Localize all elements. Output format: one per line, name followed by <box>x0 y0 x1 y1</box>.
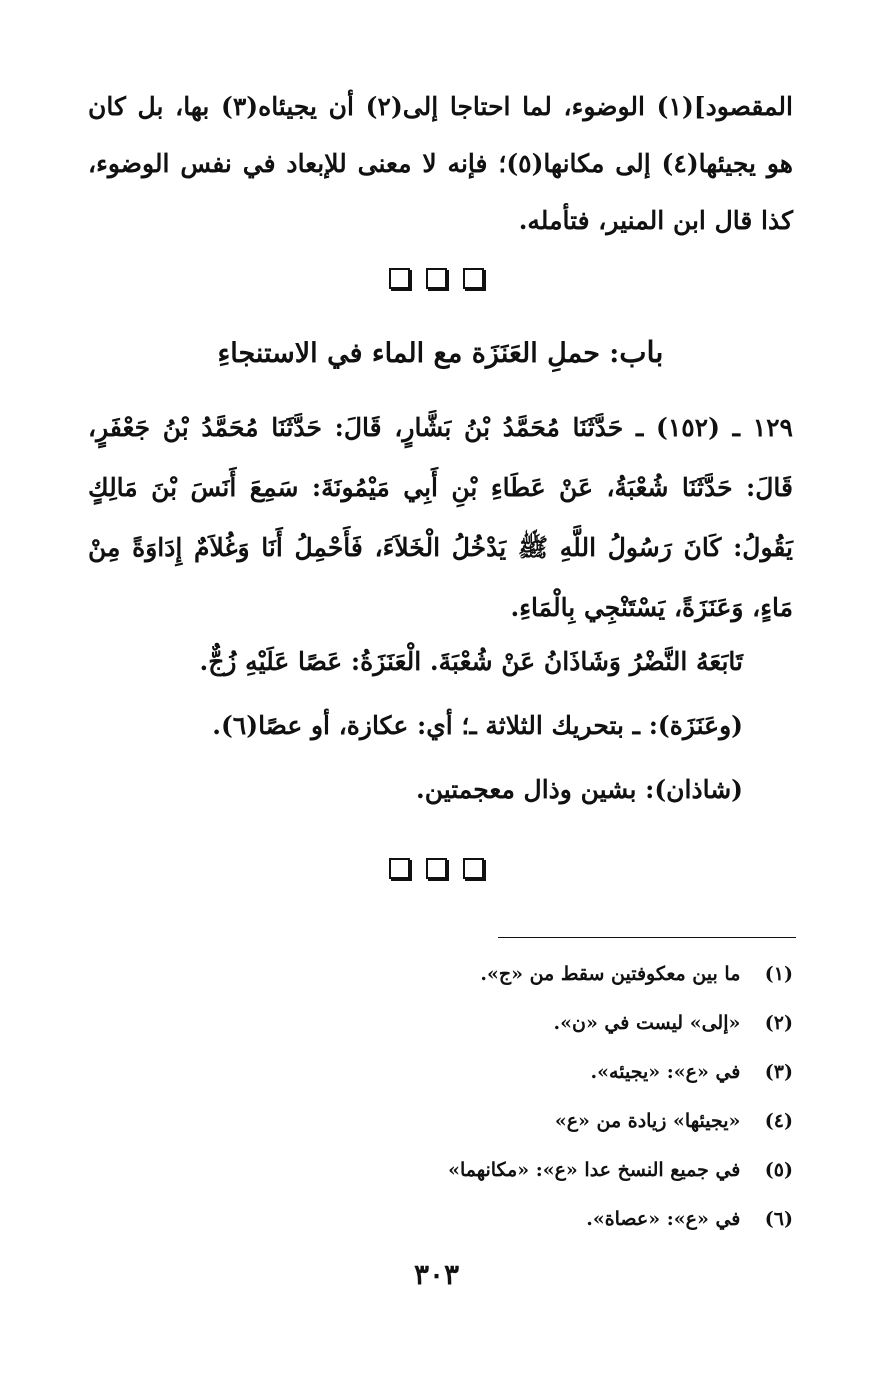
footnotes <box>88 950 793 1244</box>
footnote-number: (٣) <box>764 1061 793 1083</box>
footnote-number: (٢) <box>764 1012 793 1034</box>
square-ornament-icon <box>389 268 410 289</box>
footnote-item <box>88 950 793 999</box>
footnote-item <box>88 1146 793 1195</box>
note-line: (وعَنَزَة): ـ بتحريك الثلاثة ـ؛ أي: عكازة، أو عصًا(٦). <box>212 711 743 740</box>
square-ornament-icon <box>463 858 484 879</box>
square-ornament-icon <box>426 858 447 879</box>
footnote-text: «إلى» ليست في «ن». <box>553 1012 741 1034</box>
chapter-title: : حملِ العَنَزَة مع الماء في الاستنجاءِ <box>217 338 620 369</box>
footnote-number: (٤) <box>764 1110 793 1132</box>
footnote-item <box>88 1097 793 1146</box>
commentary-paragraph: المقصود](١) الوضوء، لما احتاجا إلى(٢) أن يجيئاه(٣) بها، بل كان هو يجيئها(٤) إلى مكانها(٥)؛ فإنه لا معنى للإبعاد في نفس الوضوء، كذا قال ابن المنير، فتأمله. <box>88 92 793 235</box>
section-separator-bottom <box>0 858 873 879</box>
note-line: (شاذان): بشين وذال معجمتين. <box>415 775 743 804</box>
footnote-number: (٦) <box>764 1208 793 1230</box>
footnote-number: (٥) <box>764 1159 793 1181</box>
footnote-text: ما بين معكوفتين سقط من «ج». <box>480 963 741 985</box>
footnote-number: (١) <box>764 963 793 985</box>
square-ornament-icon <box>463 268 484 289</box>
chapter-label: باب <box>619 335 664 369</box>
footnote-item <box>88 1195 793 1244</box>
page-number: ٣٠٣ <box>413 1258 460 1291</box>
hadith-notes <box>88 630 743 822</box>
chapter-heading <box>88 332 793 374</box>
footnote-divider <box>498 937 796 938</box>
section-separator-top <box>0 268 873 289</box>
footnote-text: «يجيئها» زيادة من «ع» <box>554 1110 741 1132</box>
footnote-text: في جميع النسخ عدا «ع»: «مكانهما» <box>448 1159 741 1181</box>
square-ornament-icon <box>389 858 410 879</box>
note-line: تَابَعَهُ النَّضْرُ وَشَاذَانُ عَنْ شُعْبَةَ. الْعَنَزَةُ: عَصًا عَلَيْهِ زُجٌّ. <box>199 647 743 676</box>
footnote-text: في «ع»: «يجيئه». <box>590 1061 741 1083</box>
footnote-item <box>88 1048 793 1097</box>
square-ornament-icon <box>426 268 447 289</box>
hadith-text: ١٢٩ ـ (١٥٢) ـ حَدَّثَنَا مُحَمَّدُ بْنُ بَشَّارٍ، قَالَ: حَدَّثَنَا مُحَمَّدُ بْنُ جَعْفَرٍ، قَالَ: حَدَّثَنَا شُعْبَةُ، عَنْ عَطَاءِ بْنِ أَبِي مَيْمُونَةَ: سَمِعَ أَنَسَ بْنَ مَالِكٍ يَقُولُ: كَانَ رَسُولُ اللَّهِ ﷺ يَدْخُلُ الْخَلاَءَ، فَأَحْمِلُ أَنَا وَغُلاَمٌ إِدَاوَةً مِنْ مَاءٍ، وَعَنَزَةً، يَسْتَنْجِي بِالْمَاءِ. <box>88 413 793 622</box>
footnote-item <box>88 999 793 1048</box>
footnote-text: في «ع»: «عصاة». <box>586 1208 741 1230</box>
